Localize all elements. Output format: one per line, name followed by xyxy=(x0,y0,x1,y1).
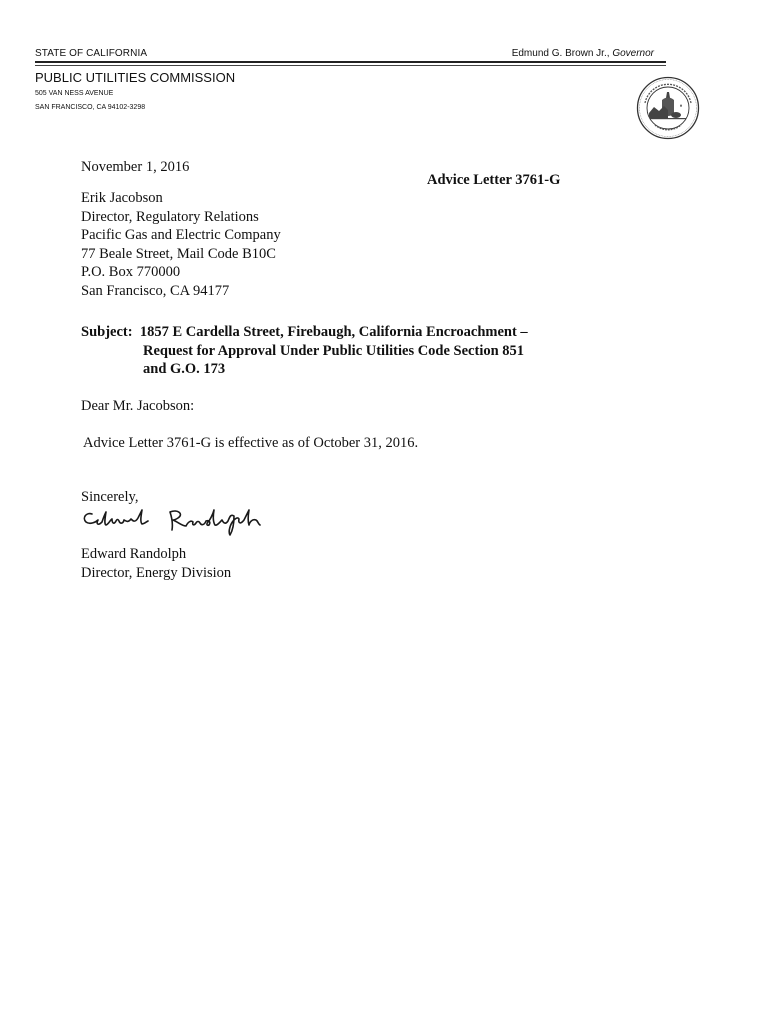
recipient-po-box: P.O. Box 770000 xyxy=(81,264,181,280)
subject-line-2: Request for Approval Under Public Utilities Code Section 851 xyxy=(143,342,525,359)
recipient-title: Director, Regulatory Relations xyxy=(81,208,259,225)
advice-letter-heading: Advice Letter 3761-G xyxy=(427,172,561,188)
subject-line-1 xyxy=(81,323,528,342)
recipient-street: 77 Beale Street, Mail Code B10C xyxy=(81,245,276,262)
subject-block xyxy=(81,323,528,379)
recipient-city: San Francisco, CA 94177 xyxy=(81,282,230,299)
state-label: STATE OF CALIFORNIA xyxy=(35,48,148,59)
governor-name: Edmund G. Brown Jr., xyxy=(511,48,610,59)
recipient-name: Erik Jacobson xyxy=(81,190,163,206)
california-seal-icon xyxy=(636,76,700,140)
recipient-address-block xyxy=(81,189,281,300)
letter-date: November 1, 2016 xyxy=(81,159,190,175)
subject-text: 1857 E Cardella Street, Firebaugh, California Encroachment – xyxy=(139,324,528,340)
signer-name: Edward Randolph xyxy=(81,546,187,562)
recipient-company: Pacific Gas and Electric Company xyxy=(81,227,281,243)
subject-label: Subject: xyxy=(81,324,133,340)
subject-line-3: and G.O. 173 xyxy=(143,361,226,377)
header-divider-thick xyxy=(35,61,666,63)
handwritten-signature xyxy=(78,504,264,538)
letter-body: Advice Letter 3761-G is effective as of October 31, 2016. xyxy=(83,435,419,451)
signer-title: Director, Energy Division xyxy=(81,565,232,581)
header-divider-thin xyxy=(35,65,666,66)
governor-title: Governor xyxy=(612,48,654,59)
address-city: SAN FRANCISCO, CA 94102-3298 xyxy=(35,104,146,111)
salutation: Dear Mr. Jacobson: xyxy=(81,398,195,414)
closing: Sincerely, xyxy=(81,489,139,505)
commission-name: PUBLIC UTILITIES COMMISSION xyxy=(35,70,236,85)
governor-line xyxy=(512,48,654,59)
address-street: 505 VAN NESS AVENUE xyxy=(35,90,114,97)
